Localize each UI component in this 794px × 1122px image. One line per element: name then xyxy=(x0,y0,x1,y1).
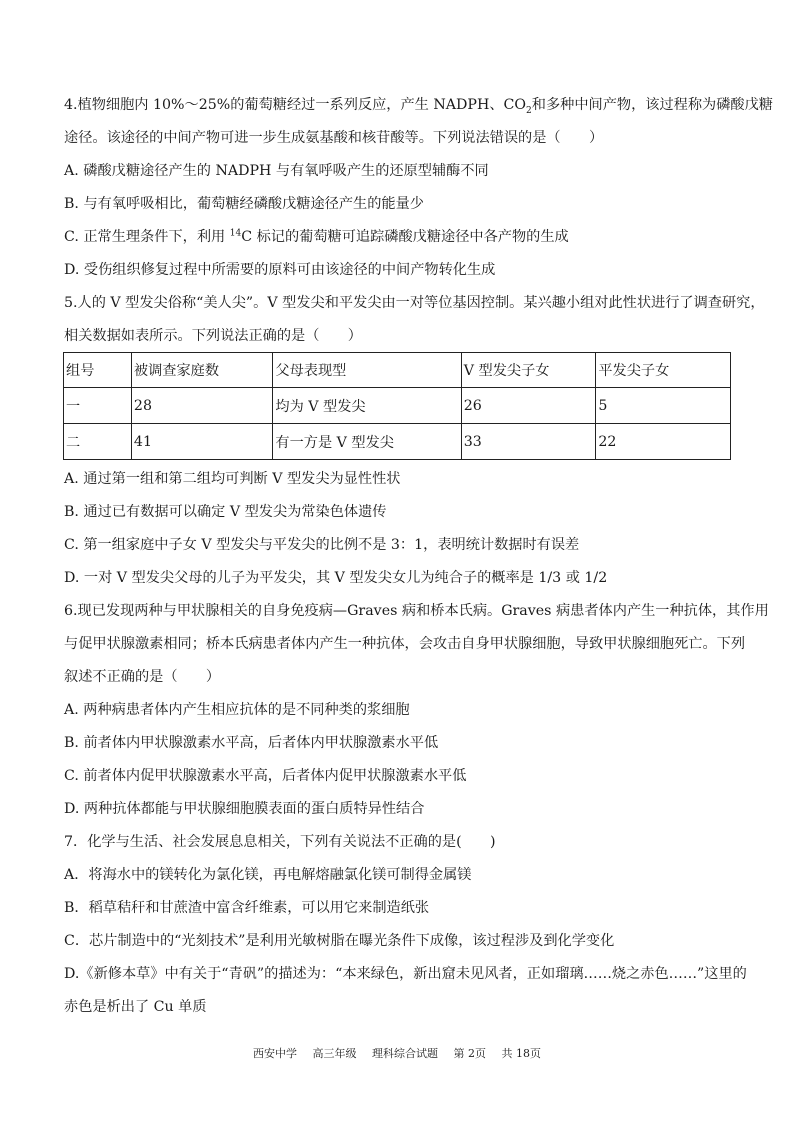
q4-option-d: D. 受伤组织修复过程中所需要的原料可由该途径的中间产物转化生成 xyxy=(64,262,496,278)
table-cell: 22 xyxy=(596,424,731,460)
table-cell: 28 xyxy=(131,388,272,424)
table-header-cell: 父母表现型 xyxy=(273,353,461,388)
page-footer xyxy=(0,1046,794,1062)
table-header-cell: 组号 xyxy=(64,353,132,388)
q5-stem-line2: 相关数据如表所示。下列说法正确的是（ ） xyxy=(64,328,362,344)
table-header-cell: V 型发尖子女 xyxy=(461,353,596,388)
table-header-cell: 平发尖子女 xyxy=(596,353,731,388)
q5-stem-line1: 5.人的 V 型发尖俗称“美人尖”。V 型发尖和平发尖由一对等位基因控制。某兴趣小组对此性状进行了调查研究， xyxy=(64,295,765,311)
q6-stem-line1: 6.现已发现两种与甲状腺相关的自身免疫病—Graves 病和桥本氏病。Graves 病患者体内产生一种抗体，其作用 xyxy=(64,603,769,619)
q4-option-b: B. 与有氧呼吸相比，葡萄糖经磷酸戊糖途径产生的能量少 xyxy=(64,196,424,212)
q7-option-b: B．稻草秸秆和甘蔗渣中富含纤维素，可以用它来制造纸张 xyxy=(64,900,430,916)
survey-table xyxy=(63,352,731,460)
table-header-row xyxy=(64,353,731,388)
footer-exam: 理科综合试题 xyxy=(372,1047,438,1060)
q5-option-a: A. 通过第一组和第二组均可判断 V 型发尖为显性性状 xyxy=(64,471,401,487)
table-cell: 一 xyxy=(64,388,132,424)
table-header-cell: 被调查家庭数 xyxy=(131,353,272,388)
table-cell: 有一方是 V 型发尖 xyxy=(273,424,461,460)
q5-option-b: B. 通过已有数据可以确定 V 型发尖为常染色体遗传 xyxy=(64,504,387,520)
table-cell: 均为 V 型发尖 xyxy=(273,388,461,424)
q6-option-a: A. 两种病患者体内产生相应抗体的是不同种类的浆细胞 xyxy=(64,702,410,718)
footer-page-number: 第 2页 xyxy=(453,1047,486,1060)
table-cell: 二 xyxy=(64,424,132,460)
q6-stem-line3: 叙述不正确的是（ ） xyxy=(64,669,221,685)
q4-option-c: C. 正常生理条件下，利用 $^{14}$C 标记的葡萄糖可追踪磷酸戊糖途径中各产物的生成 xyxy=(64,228,569,245)
table-cell: 41 xyxy=(131,424,272,460)
footer-total-pages: 共 18页 xyxy=(501,1047,541,1060)
q6-option-b: B. 前者体内甲状腺激素水平高，后者体内甲状腺激素水平低 xyxy=(64,735,439,751)
table-cell: 5 xyxy=(596,388,731,424)
footer-grade: 高三年级 xyxy=(312,1047,357,1060)
q5-option-d: D. 一对 V 型发尖父母的儿子为平发尖，其 V 型发尖女儿为纯合子的概率是 1/3 或 1/2 xyxy=(64,570,608,586)
q7-option-a: A．将海水中的镁转化为氯化镁，再电解熔融氯化镁可制得金属镁 xyxy=(64,867,472,883)
q7-option-d-line1: D.《新修本草》中有关于“青矾”的描述为：“本来绿色，新出窟未见风者，正如瑠璃……烧之赤色……”这里的 xyxy=(64,966,747,982)
q7-stem: 7．化学与生活、社会发展息息相关，下列有关说法不正确的是( ) xyxy=(64,834,496,850)
q7-option-d-line2: 赤色是析出了 Cu 单质 xyxy=(64,999,207,1015)
q4-option-a: A. 磷酸戊糖途径产生的 NADPH 与有氧呼吸产生的还原型辅酶不同 xyxy=(64,163,489,179)
q4-stem-line2: 途径。该途径的中间产物可进一步生成氨基酸和核苷酸等。下列说法错误的是（ ） xyxy=(64,130,604,146)
footer-school: 西安中学 xyxy=(253,1047,297,1060)
q6-option-c: C. 前者体内促甲状腺激素水平高，后者体内促甲状腺激素水平低 xyxy=(64,768,467,784)
q6-stem-line2: 与促甲状腺激素相同；桥本氏病患者体内产生一种抗体，会攻击自身甲状腺细胞，导致甲状腺细胞死亡。下列 xyxy=(64,636,746,652)
table-row xyxy=(64,388,731,424)
q4-stem-line1: 4.植物细胞内 10%～25%的葡萄糖经过一系列反应，产生 NADPH、$CO_2$和多种中间产物，该过程称为磷酸戊糖 xyxy=(64,97,773,116)
table-cell: 26 xyxy=(461,388,596,424)
q5-option-c: C. 第一组家庭中子女 V 型发尖与平发尖的比例不是 3：1，表明统计数据时有误差 xyxy=(64,537,580,553)
table-cell: 33 xyxy=(461,424,596,460)
q7-option-c: C．芯片制造中的“光刻技术”是利用光敏树脂在曝光条件下成像，该过程涉及到化学变化 xyxy=(64,933,615,949)
table-row xyxy=(64,424,731,460)
q6-option-d: D. 两种抗体都能与甲状腺细胞膜表面的蛋白质特异性结合 xyxy=(64,801,425,817)
